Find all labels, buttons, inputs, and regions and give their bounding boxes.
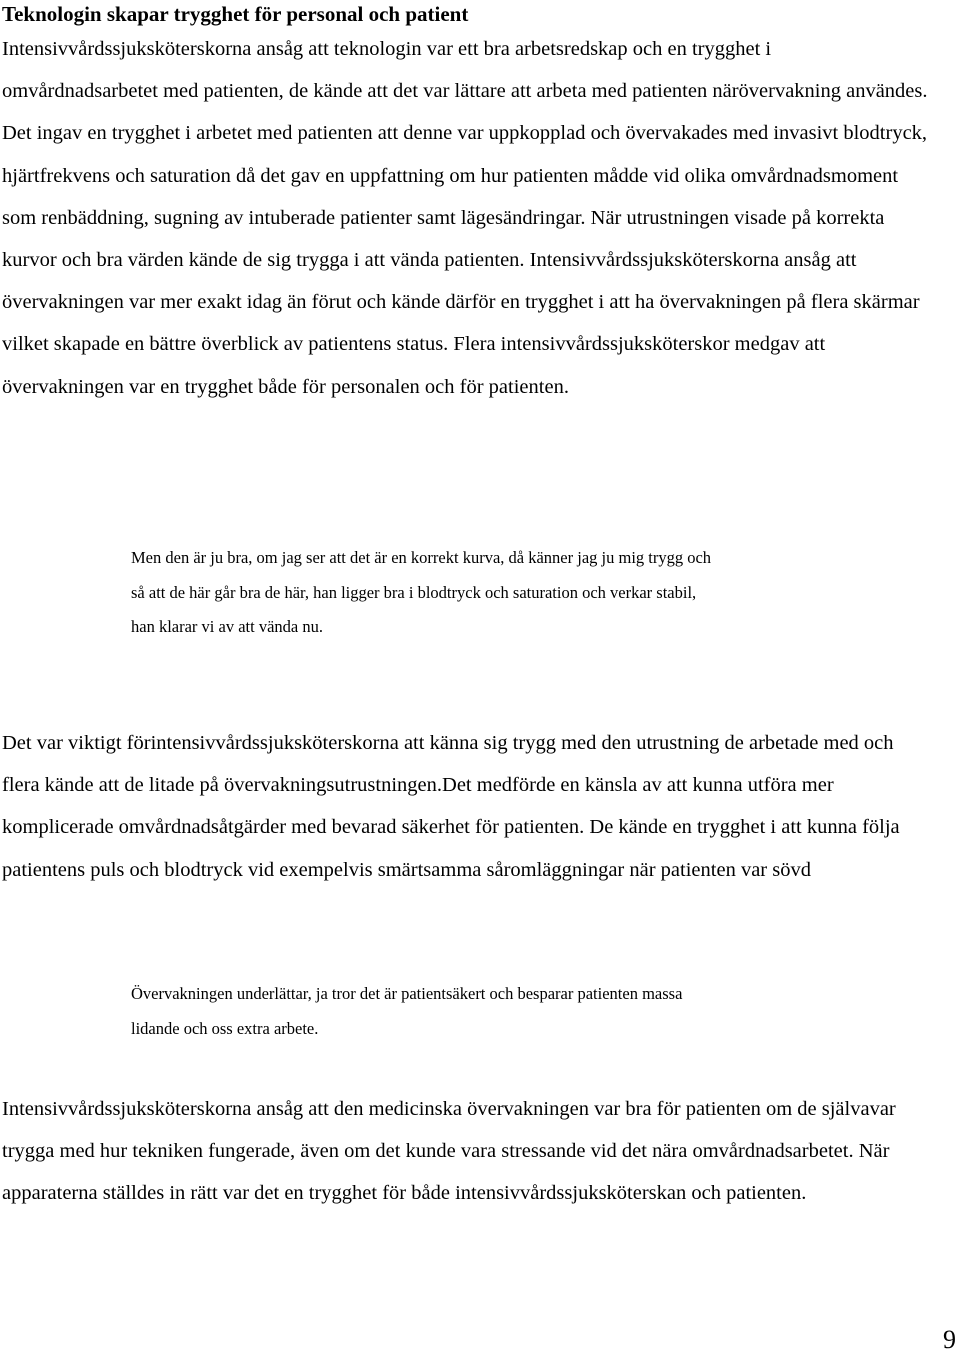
body-paragraph: Intensivvårdssjuksköterskorna ansåg att teknologin var ett bra arbetsredskap och en trygghet i omvårdnadsarbetet med patienten, de kände att det var lättare att arbeta med patienten närövervakning användes. Det ingav en trygghet i arbetet med patienten att denne var uppkopplad och övervakades med invasivt blodtryck, hjärtfrekvens och saturation då det gav en uppfattning om hur patienten mådde vid olika omvårdnadsmoment som renbäddning, sugning av intuberade patienter samt lägesändringar. När utrustningen visade på korrekta kurvor och bra värden kände de sig trygga i att vända patienten. Intensivvårdssjuksköterskorna ansåg att övervakningen var mer exakt idag än förut och kände därför en trygghet i att ha övervakningen på flera skärmar vilket skapade en bättre överblick av patientens status. Flera intensivvårdssjuksköterskor medgav att övervakningen var en trygghet både för personalen och för patienten. (2, 38, 928, 398)
section-heading: Teknologin skapar trygghet för personal och patient (2, 2, 469, 26)
interview-quote: Men den är ju bra, om jag ser att det är en korrekt kurva, då känner jag ju mig trygg och så att de här går bra de här, han ligger bra i blodtryck och saturation och verkar stabil, han klarar vi av att vända nu. (131, 548, 712, 637)
body-paragraph: Det var viktigt förintensivvårdssjuksköterskorna att känna sig trygg med den utrustning de arbetade med och flera kände att de litade på övervakningsutrustningen.Det medförde en känsla av att kunna utföra mer komplicerade omvårdnadsåtgärder med bevarad säkerhet för patienten. De kände en trygghet i att kunna följa patientens puls och blodtryck vid exempelvis smärtsamma såromläggningar när patienten var sövd (2, 732, 900, 881)
body-paragraph: Intensivvårdssjuksköterskorna ansåg att den medicinska övervakningen var bra för patienten om de självavar trygga med hur tekniken fungerade, även om det kunde vara stressande vid det nära omvårdnadsarbetet. När apparaterna ställdes in rätt var det en trygghet för både intensivvårdssjuksköterskan och patienten. (2, 1098, 896, 1205)
page-number: 9 (943, 1325, 956, 1354)
interview-quote: Övervakningen underlättar, ja tror det är patientsäkert och besparar patienten massa lidande och oss extra arbete. (131, 984, 683, 1038)
